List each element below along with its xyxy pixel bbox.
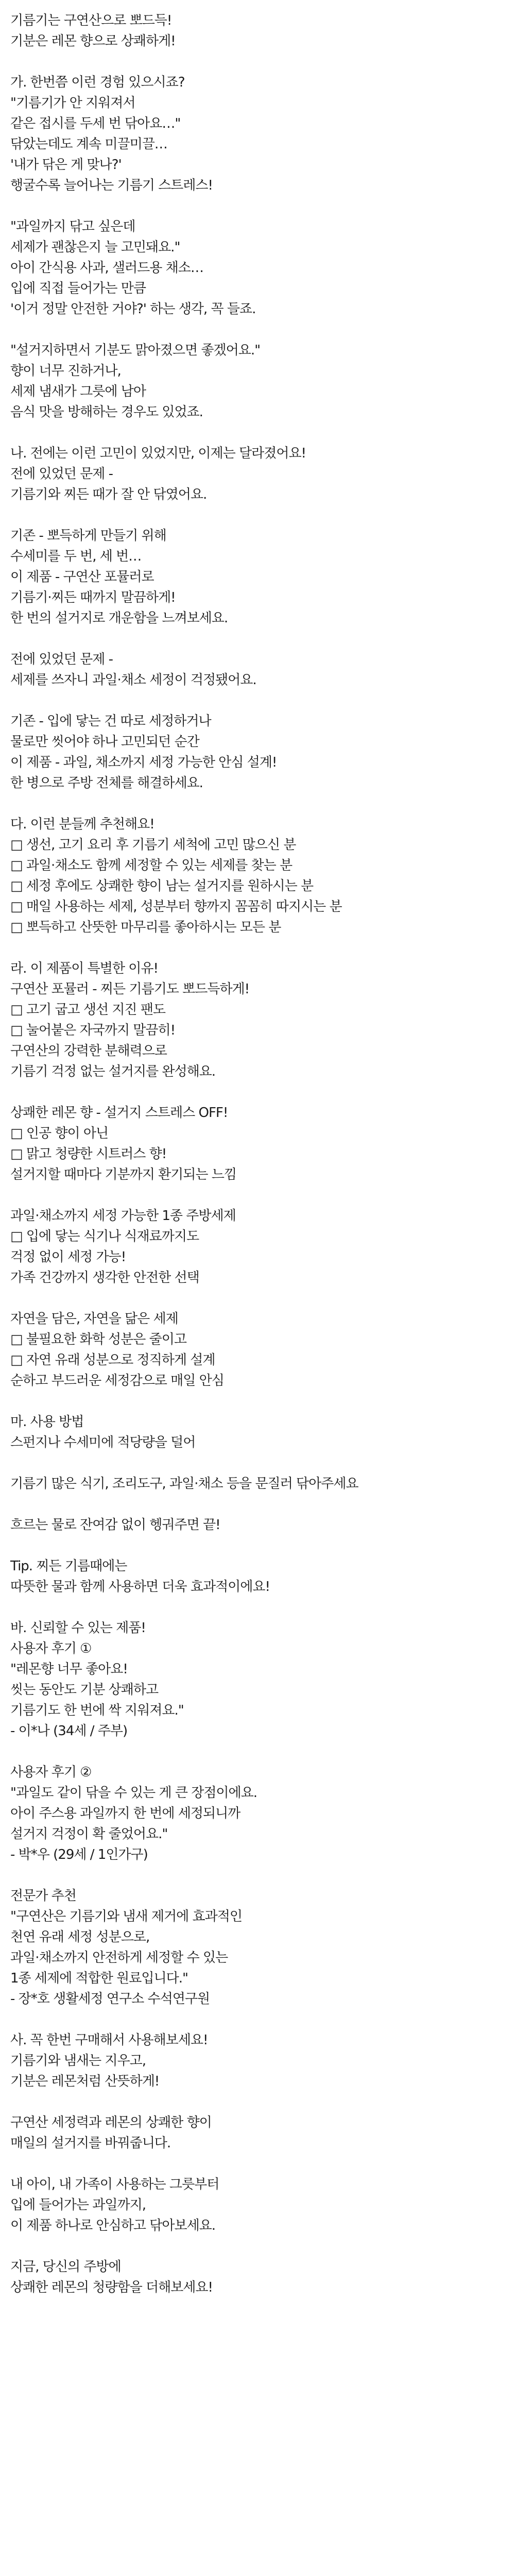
text-paragraph bbox=[10, 1762, 505, 1865]
text-line: 기름기 걱정 없는 설거지를 완성해요. bbox=[10, 1064, 216, 1079]
text-line: 매일의 설거지를 바꿔줍니다. bbox=[10, 2136, 171, 2151]
text-line: 기존 - 뽀득하게 만들기 위해 bbox=[10, 528, 166, 544]
text-line: □ 입에 닿는 식기나 식재료까지도 bbox=[10, 1229, 199, 1244]
text-paragraph bbox=[10, 1412, 505, 1453]
text-line: 세제가 괜찮은지 늘 고민돼요." bbox=[10, 240, 180, 255]
text-line: 기분은 레몬처럼 산뜻하게! bbox=[10, 2074, 160, 2089]
text-paragraph bbox=[10, 526, 505, 629]
text-line: 구연산의 강력한 분해력으로 bbox=[10, 1043, 167, 1059]
text-line: "과일도 같이 닦을 수 있는 게 큰 장점이에요. bbox=[10, 1785, 258, 1801]
text-line: 걱정 없이 세정 가능! bbox=[10, 1249, 126, 1265]
text-line: 사용자 후기 ② bbox=[10, 1765, 92, 1780]
text-line: 한 병으로 주방 전체를 해결하세요. bbox=[10, 775, 203, 791]
text-line: 기름기·찌든 때까지 말끔하게! bbox=[10, 590, 176, 605]
text-paragraph bbox=[10, 72, 505, 196]
text-line: 구연산 포뮬러 - 찌든 기름기도 뽀드득하게! bbox=[10, 981, 250, 997]
text-line: 전에 있었던 문제 - bbox=[10, 466, 113, 482]
text-line: □ 매일 사용하는 세제, 성분부터 향까지 꼼꼼히 따지시는 분 bbox=[10, 899, 342, 914]
text-line: 음식 맛을 방해하는 경우도 있었죠. bbox=[10, 404, 203, 420]
text-paragraph bbox=[10, 1309, 505, 1391]
text-line: □ 뽀득하고 산뜻한 마무리를 좋아하시는 모든 분 bbox=[10, 920, 281, 935]
text-line: 이 제품 - 과일, 채소까지 세정 가능한 안심 설계! bbox=[10, 755, 277, 770]
text-line: 바. 신뢰할 수 있는 제품! bbox=[10, 1620, 146, 1636]
text-line: '이거 정말 안전한 거야?' 하는 생각, 꼭 들죠. bbox=[10, 301, 256, 317]
text-paragraph bbox=[10, 1556, 505, 1597]
text-line: 행굴수록 늘어나는 기름기 스트레스! bbox=[10, 178, 213, 193]
text-paragraph bbox=[10, 2112, 505, 2154]
text-line: 마. 사용 방법 bbox=[10, 1414, 84, 1430]
text-line: □ 인공 향이 아닌 bbox=[10, 1126, 109, 1141]
text-paragraph bbox=[10, 2030, 505, 2092]
text-line: 이 제품 하나로 안심하고 닦아보세요. bbox=[10, 2218, 216, 2233]
text-line: 아이 간식용 사과, 샐러드용 채소… bbox=[10, 260, 203, 276]
text-paragraph bbox=[10, 1515, 505, 1535]
text-line: □ 생선, 고기 요리 후 기름기 세척에 고민 많으신 분 bbox=[10, 837, 296, 853]
text-line: 전문가 추천 bbox=[10, 1888, 76, 1904]
text-line: 씻는 동안도 기분 상쾌하고 bbox=[10, 1682, 159, 1698]
text-line: 이 제품 - 구연산 포뮬러로 bbox=[10, 569, 154, 585]
text-line: '내가 닦은 게 맞나?' bbox=[10, 157, 122, 173]
text-line: 가. 한번쯤 이런 경험 있으시죠? bbox=[10, 75, 185, 90]
text-line: 설거지할 때마다 기분까지 환기되는 느낌 bbox=[10, 1167, 237, 1182]
text-line: 과일·채소까지 안전하게 세정할 수 있는 bbox=[10, 1950, 228, 1965]
text-paragraph bbox=[10, 1103, 505, 1185]
text-line: 사. 꼭 한번 구매해서 사용해보세요! bbox=[10, 2032, 208, 2048]
text-line: "과일까지 닦고 싶은데 bbox=[10, 219, 135, 234]
text-line: 입에 들어가는 과일까지, bbox=[10, 2197, 146, 2213]
text-line: 입에 직접 들어가는 만큼 bbox=[10, 281, 146, 296]
text-line: 다. 이런 분들께 추천해요! bbox=[10, 817, 154, 832]
text-line: - 이*나 (34세 / 주부) bbox=[10, 1723, 128, 1739]
text-line: "구연산은 기름기와 냄새 제거에 효과적인 bbox=[10, 1909, 242, 1924]
text-line: "레몬향 너무 좋아요! bbox=[10, 1662, 128, 1677]
text-line: 수세미를 두 번, 세 번… bbox=[10, 549, 142, 564]
text-line: 닦았는데도 계속 미끌미끌… bbox=[10, 137, 167, 152]
text-line: - 박*우 (29세 / 1인가구) bbox=[10, 1847, 148, 1862]
text-line: □ 불필요한 화학 성분은 줄이고 bbox=[10, 1332, 187, 1347]
text-paragraph bbox=[10, 1206, 505, 1288]
product-description bbox=[10, 10, 505, 2298]
text-paragraph bbox=[10, 649, 505, 690]
text-line: 상쾌한 레몬의 청량함을 더해보세요! bbox=[10, 2280, 213, 2295]
text-line: 기름기도 한 번에 싹 지워져요." bbox=[10, 1703, 184, 1718]
text-line: □ 고기 굽고 생선 지진 팬도 bbox=[10, 1002, 166, 1018]
text-line: 기름기는 구연산으로 뽀드득! bbox=[10, 13, 172, 28]
text-line: 향이 너무 진하거나, bbox=[10, 363, 121, 379]
text-paragraph bbox=[10, 2174, 505, 2236]
text-line: 기름기와 찌든 때가 잘 안 닦였어요. bbox=[10, 487, 207, 502]
text-line: "설거지하면서 기분도 맑아졌으면 좋겠어요." bbox=[10, 343, 261, 358]
text-line: 기름기 많은 식기, 조리도구, 과일·채소 등을 문질러 닦아주세요 bbox=[10, 1476, 358, 1492]
text-line: 상쾌한 레몬 향 - 설거지 스트레스 OFF! bbox=[10, 1105, 228, 1121]
text-line: □ 과일·채소도 함께 세정할 수 있는 세제를 찾는 분 bbox=[10, 858, 293, 873]
text-line: 흐르는 물로 잔여감 없이 헹궈주면 끝! bbox=[10, 1517, 220, 1533]
text-line: 세제를 쓰자니 과일·채소 세정이 걱정됐어요. bbox=[10, 672, 256, 688]
text-line: Tip. 찌든 기름때에는 bbox=[10, 1558, 127, 1574]
text-line: 지금, 당신의 주방에 bbox=[10, 2259, 121, 2275]
text-line: 구연산 세정력과 레몬의 상쾌한 향이 bbox=[10, 2115, 212, 2130]
text-line: □ 맑고 청량한 시트러스 향! bbox=[10, 1146, 167, 1162]
text-paragraph bbox=[10, 2257, 505, 2298]
text-line: 라. 이 제품이 특별한 이유! bbox=[10, 961, 158, 976]
text-line: 나. 전에는 이런 고민이 있었지만, 이제는 달라졌어요! bbox=[10, 446, 306, 461]
text-line: 기존 - 입에 닿는 건 따로 세정하거나 bbox=[10, 714, 211, 729]
text-line: 기분은 레몬 향으로 상쾌하게! bbox=[10, 33, 176, 49]
text-line: 자연을 담은, 자연을 닮은 세제 bbox=[10, 1311, 178, 1327]
text-line: 가족 건강까지 생각한 안전한 선택 bbox=[10, 1270, 199, 1285]
text-line: 물로만 씻어야 하나 고민되던 순간 bbox=[10, 734, 199, 750]
text-line: - 장*호 생활세정 연구소 수석연구원 bbox=[10, 1991, 210, 2007]
text-paragraph bbox=[10, 958, 505, 1082]
text-paragraph bbox=[10, 10, 505, 52]
text-line: 과일·채소까지 세정 가능한 1종 주방세제 bbox=[10, 1208, 236, 1224]
text-paragraph bbox=[10, 814, 505, 938]
text-line: 설거지 걱정이 확 줄었어요." bbox=[10, 1826, 168, 1842]
text-line: 기름기와 냄새는 지우고, bbox=[10, 2053, 146, 2069]
text-paragraph bbox=[10, 1886, 505, 2009]
text-paragraph bbox=[10, 340, 505, 422]
text-paragraph bbox=[10, 216, 505, 319]
text-line: □ 눌어붙은 자국까지 말끔히! bbox=[10, 1023, 176, 1038]
text-paragraph bbox=[10, 711, 505, 793]
text-paragraph bbox=[10, 443, 505, 505]
text-line: 내 아이, 내 가족이 사용하는 그릇부터 bbox=[10, 2177, 219, 2192]
text-line: 순하고 부드러운 세정감으로 매일 안심 bbox=[10, 1373, 224, 1388]
text-line: 전에 있었던 문제 - bbox=[10, 652, 113, 667]
text-paragraph bbox=[10, 1618, 505, 1741]
text-line: 한 번의 설거지로 개운함을 느껴보세요. bbox=[10, 611, 228, 626]
text-line: 아이 주스용 과일까지 한 번에 세정되니까 bbox=[10, 1806, 241, 1821]
text-line: 따뜻한 물과 함께 사용하면 더욱 효과적이에요! bbox=[10, 1579, 270, 1595]
text-line: "기름기가 안 지워져서 bbox=[10, 95, 135, 111]
text-line: 천연 유래 세정 성분으로, bbox=[10, 1929, 150, 1945]
text-line: □ 자연 유래 성분으로 정직하게 설계 bbox=[10, 1352, 215, 1368]
text-line: 1종 세제에 적합한 원료입니다." bbox=[10, 1971, 188, 1986]
text-line: 세제 냄새가 그릇에 남아 bbox=[10, 384, 146, 399]
text-paragraph bbox=[10, 1473, 505, 1494]
text-line: 사용자 후기 ① bbox=[10, 1641, 92, 1656]
text-line: 스펀지나 수세미에 적당량을 덜어 bbox=[10, 1435, 196, 1450]
text-line: □ 세정 후에도 상쾌한 향이 남는 설거지를 원하시는 분 bbox=[10, 878, 314, 894]
text-line: 같은 접시를 두세 번 닦아요…" bbox=[10, 116, 181, 131]
